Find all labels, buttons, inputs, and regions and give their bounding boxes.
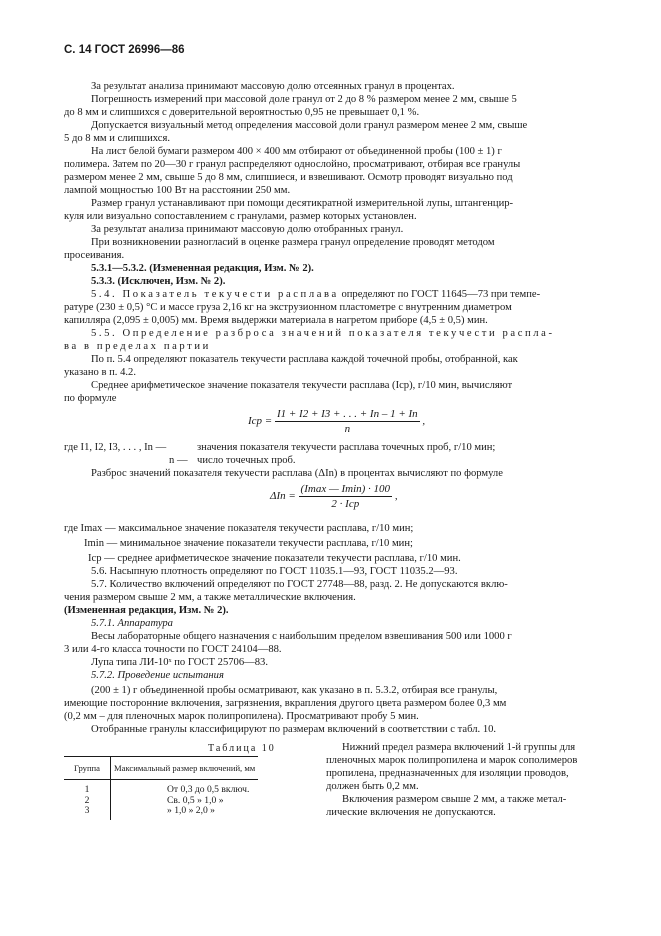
paragraph-line: Погрешность измерений при массовой доле гранул от 2 до 8 % размером менее 2 мм, свыше 5 bbox=[91, 94, 517, 105]
paragraph-line: лампой мощностью 100 Вт на расстоянии 250 мм. bbox=[64, 185, 291, 196]
paragraph-line: Среднее арифметическое значение показателя текучести расплава (Iср), г/10 мин, вычисляют bbox=[91, 380, 513, 391]
table-header-size: Максимальный размер включений, мм bbox=[111, 757, 259, 780]
spaced-heading: 5.5. Определение разброса значений показателя текучести распла- bbox=[91, 328, 555, 339]
paragraph-line: За результат анализа принимают массовую долю отсеянных гранул в процентах. bbox=[91, 81, 455, 92]
where-line: Iср — среднее арифметическое значение показатели текучести расплава, г/10 мин. bbox=[88, 553, 461, 564]
paragraph-line: (0,2 мм – для пленочных марок полипропилена). Просматривают пробу 5 мин. bbox=[64, 711, 419, 722]
formula-end: , bbox=[422, 415, 426, 428]
table-row bbox=[64, 796, 258, 807]
section-heading-line bbox=[91, 288, 540, 301]
formula-denominator: 2 · Iср bbox=[331, 498, 360, 510]
paragraph-line: 5 до 8 мм и слипшихся. bbox=[64, 133, 170, 144]
paragraph-line: 5.7. Количество включений определяют по ГОСТ 27748—88, разд. 2. Не допускаются вклю- bbox=[91, 579, 508, 590]
table-cell: 1 bbox=[64, 780, 111, 796]
page-header: С. 14 ГОСТ 26996—86 bbox=[64, 44, 185, 56]
where-line: где Imax — максимальное значение показателя текучести расплава, г/10 мин; bbox=[64, 523, 414, 534]
paragraph-line: куля или визуально сопоставлением с гранулами, размер которых установлен. bbox=[64, 211, 417, 222]
where-line: Imin — минимальное значение показатели текучести расплава, г/10 мин; bbox=[84, 538, 413, 549]
where-line: n — bbox=[169, 455, 188, 466]
paragraph-line: Разброс значений показателя текучести расплава (ΔIn) в процентах вычисляют по формуле bbox=[91, 468, 503, 479]
paragraph-line: На лист белой бумаги размером 400 × 400 мм отбирают от объединенной пробы (100 ± 1) г bbox=[91, 146, 502, 157]
formula-numerator: (Imax — Imin) · 100 bbox=[300, 483, 391, 495]
where-line: где I1, I2, I3, . . . , In — bbox=[64, 442, 167, 453]
spaced-heading: ва в пределах партии bbox=[64, 341, 211, 352]
table-cell: 3 bbox=[64, 806, 111, 820]
table-cell: » 1,0 » 2,0 » bbox=[167, 805, 215, 816]
paragraph-line: капилляра (2,095 ± 0,005) мм. Время выдержки материала в нагретом приборе (4,5 ± 0,5) мин. bbox=[64, 315, 488, 326]
side-note-line: лические включения не допускаются. bbox=[326, 807, 496, 818]
heading-continuation: определяют по ГОСТ 11645—73 при темпе- bbox=[341, 289, 541, 300]
paragraph-line: ратуре (230 ± 0,5) °С и массе груза 2,16 кг на экструзионном пластометре с внутренним диаметром bbox=[64, 302, 512, 313]
paragraph-line: При возникновении разногласий в оценке размера гранул определение проводят методом bbox=[91, 237, 495, 248]
formula-spread bbox=[270, 483, 398, 510]
formula-denominator: n bbox=[344, 423, 351, 435]
side-note-line: Нижний предел размера включений 1-й группы для bbox=[342, 742, 576, 753]
side-note-line: Включения размером свыше 2 мм, а также метал- bbox=[342, 794, 567, 805]
table-cell: От 0,3 до 0,5 включ. bbox=[167, 784, 250, 795]
paragraph-line: указано в п. 4.2. bbox=[64, 367, 136, 378]
paragraph-line: За результат анализа принимают массовую долю отобранных гранул. bbox=[91, 224, 404, 235]
table-cell: 2 bbox=[64, 796, 111, 807]
paragraph-line: Допускается визуальный метод определения массовой доли гранул размером менее 2 мм, свыше bbox=[91, 120, 528, 131]
spaced-heading: 5.4. Показатель текучести расплава bbox=[91, 289, 339, 300]
paragraph-line: Размер гранул устанавливают при помощи десятикратной измерительной лупы, штангенцир- bbox=[91, 198, 514, 209]
table-caption: Таблица 10 bbox=[208, 743, 276, 754]
paragraph-line: до 8 мм и слипшихся с доверительной вероятностью 0,95 не превышает 0,1 %. bbox=[64, 107, 420, 118]
paragraph-line: 5.6. Насыпную плотность определяют по ГОСТ 11035.1—93, ГОСТ 11035.2—93. bbox=[91, 566, 458, 577]
paragraph-line: По п. 5.4 определяют показатель текучести расплава каждой точечной пробы, отобранной, как bbox=[91, 354, 518, 365]
paragraph-line: имеющие посторонние включения, загрязнения, вкрапления другого цвета размером более 0,3 мм bbox=[64, 698, 507, 709]
formula-fraction bbox=[275, 408, 420, 435]
paragraph-line: просеивания. bbox=[64, 250, 125, 261]
table-row bbox=[64, 806, 258, 820]
paragraph-line: Лупа типа ЛИ-10ˣ по ГОСТ 25706—83. bbox=[91, 657, 268, 668]
formula-end: , bbox=[394, 490, 398, 503]
formula-numerator: I1 + I2 + I3 + . . . + In – 1 + In bbox=[276, 408, 418, 420]
table-row bbox=[64, 780, 258, 796]
subsection-heading: 5.7.1. Аппаратура bbox=[91, 618, 173, 629]
formula-fraction bbox=[299, 483, 393, 510]
paragraph-line: Отобранные гранулы классифицируют по размерам включений в соответствии с табл. 10. bbox=[91, 724, 497, 735]
formula-lhs: ΔIn = bbox=[270, 490, 296, 503]
table-cell: Св. 0,5 » 1,0 » bbox=[167, 794, 224, 806]
paragraph-line: размером менее 2 мм, свыше 5 до 8 мм, слипшиеся, и взвешивают. Осмотр проводят визуально под bbox=[64, 172, 513, 183]
paragraph-line: Весы лабораторные общего назначения с наибольшим пределом взвешивания 500 или 1000 г bbox=[91, 631, 512, 642]
table-header-group: Группа bbox=[64, 757, 111, 780]
side-note-line: пропилена, предназначенных для изоляции проводов, bbox=[326, 768, 569, 779]
amendment-note: 5.3.1—5.3.2. (Измененная редакция, Изм. № 2). bbox=[91, 263, 314, 274]
side-note-line: пленочных марок полипропилена и марок сополимеров bbox=[326, 755, 578, 766]
where-line: число точечных проб. bbox=[197, 455, 296, 466]
formula-lhs: Iср = bbox=[248, 415, 273, 428]
formula-mean bbox=[248, 408, 425, 435]
subsection-heading: 5.7.2. Проведение испытания bbox=[91, 670, 224, 681]
paragraph-line: (200 ± 1) г объединенной пробы осматривают, как указано в п. 5.3.2, отбирая все гранулы, bbox=[91, 685, 498, 696]
table-10 bbox=[64, 756, 258, 820]
side-note-line: должен быть 0,2 мм. bbox=[326, 781, 419, 792]
amendment-note: (Измененная редакция, Изм. № 2). bbox=[64, 605, 229, 616]
paragraph-line: чения размером свыше 2 мм, а также металлические включения. bbox=[64, 592, 356, 603]
paragraph-line: по формуле bbox=[64, 393, 117, 404]
paragraph-line: полимера. Затем по 20—30 г гранул распределяют однослойно, просматривают, отбирая все гранулы bbox=[64, 159, 521, 170]
where-line: значения показателя текучести расплава точечных проб, г/10 мин; bbox=[197, 442, 496, 453]
paragraph-line: 3 или 4-го класса точности по ГОСТ 24104—88. bbox=[64, 644, 282, 655]
amendment-note: 5.3.3. (Исключен, Изм. № 2). bbox=[91, 276, 226, 287]
